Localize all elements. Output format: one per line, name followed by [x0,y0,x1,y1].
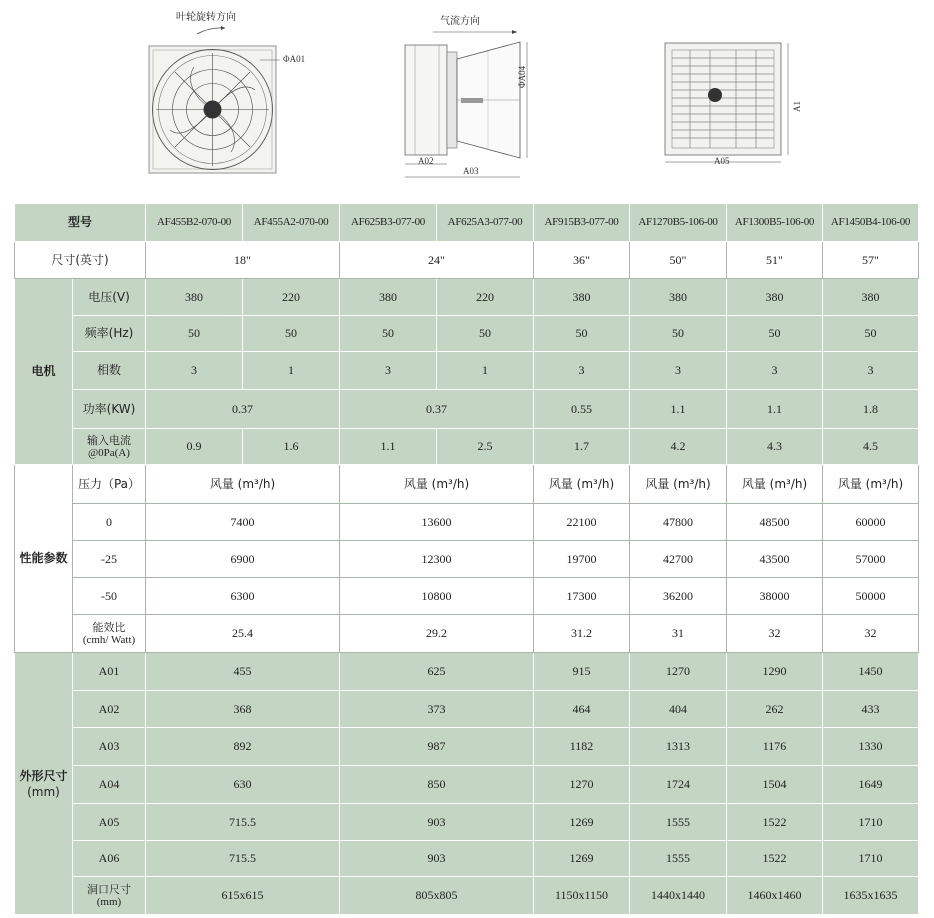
dim-cell: 455 [146,653,340,691]
dim-key: A04 [73,766,146,804]
power-cell: 0.37 [340,390,534,429]
front-view-drawing [135,20,315,180]
dim-row-a01 [15,653,919,691]
opening-label-line1: 洞口尺寸 [87,882,131,896]
power-cell: 0.37 [146,390,340,429]
dim-key: A03 [73,728,146,766]
voltage-cell: 220 [437,279,534,316]
efficiency-label [73,615,146,653]
size-cell: 51" [727,242,823,279]
pressure-value: -50 [73,578,146,615]
dim-cell: 1450 [823,653,919,691]
pressure-value: -25 [73,541,146,578]
phase-label: 相数 [73,352,146,390]
current-cell: 4.3 [727,429,823,465]
size-cell: 57" [823,242,919,279]
opening-cell: 1440x1440 [630,877,727,915]
opening-cell: 1460x1460 [727,877,823,915]
model-label: 型号 [15,204,146,242]
airflow-cell: 48500 [727,504,823,541]
dim-cell: 903 [340,804,534,841]
phase-cell: 3 [534,352,630,390]
dim-cell: 1555 [630,804,727,841]
motor-group-label: 电机 [15,279,73,465]
dim-cell: 903 [340,841,534,877]
performance-group-label: 性能参数 [15,465,73,653]
dim-cell: 1330 [823,728,919,766]
frequency-cell: 50 [727,316,823,352]
opening-cell: 805x805 [340,877,534,915]
dim-row-a06 [15,841,919,877]
airflow-header: 风量 (m³/h) [630,465,727,504]
efficiency-cell: 25.4 [146,615,340,653]
dim-cell: 1182 [534,728,630,766]
dim-cell: 1522 [727,841,823,877]
frequency-cell: 50 [823,316,919,352]
spec-table [14,203,919,915]
dim-cell: 850 [340,766,534,804]
airflow-cell: 6900 [146,541,340,578]
size-label: 尺寸(英寸) [15,242,146,279]
dim-cell: 1710 [823,841,919,877]
pressure-header-row [15,465,919,504]
dim-key: A01 [73,653,146,691]
voltage-cell: 380 [340,279,437,316]
frequency-cell: 50 [534,316,630,352]
dim-cell: 715.5 [146,841,340,877]
size-row [15,242,919,279]
phase-cell: 1 [437,352,534,390]
model-cell: AF625B3-077-00 [340,204,437,242]
airflow-cell: 50000 [823,578,919,615]
current-cell: 4.5 [823,429,919,465]
power-row [15,390,919,429]
efficiency-row [15,615,919,653]
side-dim-a04: ΦA04 [517,65,527,88]
size-cell: 24" [340,242,534,279]
dim-cell: 715.5 [146,804,340,841]
phase-cell: 3 [630,352,727,390]
voltage-label: 电压(V) [73,279,146,316]
dim-cell: 630 [146,766,340,804]
power-cell: 1.8 [823,390,919,429]
airflow-cell: 57000 [823,541,919,578]
dim-cell: 625 [340,653,534,691]
dim-cell: 1522 [727,804,823,841]
dim-cell: 1504 [727,766,823,804]
power-cell: 1.1 [630,390,727,429]
current-cell: 1.6 [243,429,340,465]
dimensions-group-line2: (mm) [27,784,60,799]
efficiency-cell: 29.2 [340,615,534,653]
dim-cell: 433 [823,691,919,728]
dim-cell: 915 [534,653,630,691]
voltage-cell: 220 [243,279,340,316]
opening-cell: 615x615 [146,877,340,915]
phase-cell: 3 [727,352,823,390]
model-cell: AF1450B4-106-00 [823,204,919,242]
phase-row [15,352,919,390]
current-label [73,429,146,465]
frequency-cell: 50 [437,316,534,352]
front-dim-a01: ΦA01 [283,54,306,64]
current-cell: 4.2 [630,429,727,465]
dim-cell: 1649 [823,766,919,804]
phase-cell: 3 [823,352,919,390]
dim-cell: 1269 [534,804,630,841]
phase-cell: 3 [340,352,437,390]
model-cell: AF1270B5-106-00 [630,204,727,242]
airflow-header: 风量 (m³/h) [727,465,823,504]
size-cell: 36" [534,242,630,279]
current-cell: 0.9 [146,429,243,465]
current-cell: 2.5 [437,429,534,465]
model-row [15,204,919,242]
side-view-caption: 气流方向 [440,16,480,27]
airflow-cell: 42700 [630,541,727,578]
voltage-cell: 380 [146,279,243,316]
current-cell: 1.1 [340,429,437,465]
airflow-cell: 10800 [340,578,534,615]
dim-cell: 373 [340,691,534,728]
frequency-cell: 50 [630,316,727,352]
efficiency-cell: 31 [630,615,727,653]
dimensions-group-line1: 外形尺寸 [19,768,68,783]
dimensions-group-label [15,653,73,915]
product-drawings [0,0,934,200]
power-cell: 0.55 [534,390,630,429]
airflow-cell: 7400 [146,504,340,541]
voltage-cell: 380 [727,279,823,316]
frequency-row [15,316,919,352]
airflow-header: 风量 (m³/h) [340,465,534,504]
airflow-cell: 60000 [823,504,919,541]
back-view-drawing [660,40,800,170]
dim-row-a05 [15,804,919,841]
dim-row-a04 [15,766,919,804]
model-cell: AF455B2-070-00 [146,204,243,242]
airflow-row-0pa [15,504,919,541]
airflow-header: 风量 (m³/h) [534,465,630,504]
phase-cell: 3 [146,352,243,390]
dim-cell: 1724 [630,766,727,804]
dim-cell: 1290 [727,653,823,691]
airflow-row-25pa [15,541,919,578]
dim-key: A06 [73,841,146,877]
model-cell: AF625A3-077-00 [437,204,534,242]
current-label-line2: @0Pa(A) [88,446,130,459]
airflow-cell: 43500 [727,541,823,578]
voltage-cell: 380 [534,279,630,316]
size-cell: 50" [630,242,727,279]
current-label-line1: 输入电流 [87,433,131,447]
model-cell: AF455A2-070-00 [243,204,340,242]
phase-cell: 1 [243,352,340,390]
dim-cell: 1710 [823,804,919,841]
voltage-cell: 380 [630,279,727,316]
frequency-cell: 50 [243,316,340,352]
opening-cell: 1150x1150 [534,877,630,915]
frequency-label: 频率(Hz) [73,316,146,352]
airflow-cell: 6300 [146,578,340,615]
dim-cell: 368 [146,691,340,728]
pressure-label: 压力（Pa） [73,465,146,504]
current-cell: 1.7 [534,429,630,465]
dim-key: A05 [73,804,146,841]
current-row [15,429,919,465]
efficiency-cell: 32 [823,615,919,653]
dim-cell: 464 [534,691,630,728]
efficiency-cell: 31.2 [534,615,630,653]
dim-cell: 1269 [534,841,630,877]
dim-cell: 1176 [727,728,823,766]
voltage-row [15,279,919,316]
airflow-header: 风量 (m³/h) [823,465,919,504]
dim-cell: 1555 [630,841,727,877]
dim-row-a02 [15,691,919,728]
efficiency-cell: 32 [727,615,823,653]
airflow-cell: 36200 [630,578,727,615]
dim-cell: 1270 [630,653,727,691]
dim-cell: 262 [727,691,823,728]
size-cell: 18" [146,242,340,279]
opening-label [73,877,146,915]
efficiency-label-line2: (cmh/ Watt) [82,633,136,646]
front-view-caption: 叶轮旋转方向 [176,12,236,23]
frequency-cell: 50 [146,316,243,352]
power-cell: 1.1 [727,390,823,429]
model-cell: AF915B3-077-00 [534,204,630,242]
airflow-cell: 13600 [340,504,534,541]
dim-cell: 892 [146,728,340,766]
dim-cell: 1313 [630,728,727,766]
power-label: 功率(KW) [73,390,146,429]
dim-key: A02 [73,691,146,728]
back-dim-height: A1 [792,101,802,112]
airflow-cell: 22100 [534,504,630,541]
pressure-value: 0 [73,504,146,541]
airflow-header: 风量 (m³/h) [146,465,340,504]
airflow-cell: 38000 [727,578,823,615]
airflow-row-50pa [15,578,919,615]
voltage-cell: 380 [823,279,919,316]
opening-label-line2: (mm) [96,895,122,908]
opening-cell: 1635x1635 [823,877,919,915]
dim-cell: 1270 [534,766,630,804]
airflow-cell: 17300 [534,578,630,615]
dim-cell: 987 [340,728,534,766]
airflow-cell: 47800 [630,504,727,541]
dim-cell: 404 [630,691,727,728]
frequency-cell: 50 [340,316,437,352]
dim-row-a03 [15,728,919,766]
model-cell: AF1300B5-106-00 [727,204,823,242]
airflow-cell: 19700 [534,541,630,578]
side-dim-a02: A02 [418,156,434,166]
back-dim-a05: A05 [714,156,730,166]
side-dim-a03: A03 [463,166,479,176]
opening-row [15,877,919,915]
airflow-cell: 12300 [340,541,534,578]
efficiency-label-line1: 能效比 [92,620,126,634]
